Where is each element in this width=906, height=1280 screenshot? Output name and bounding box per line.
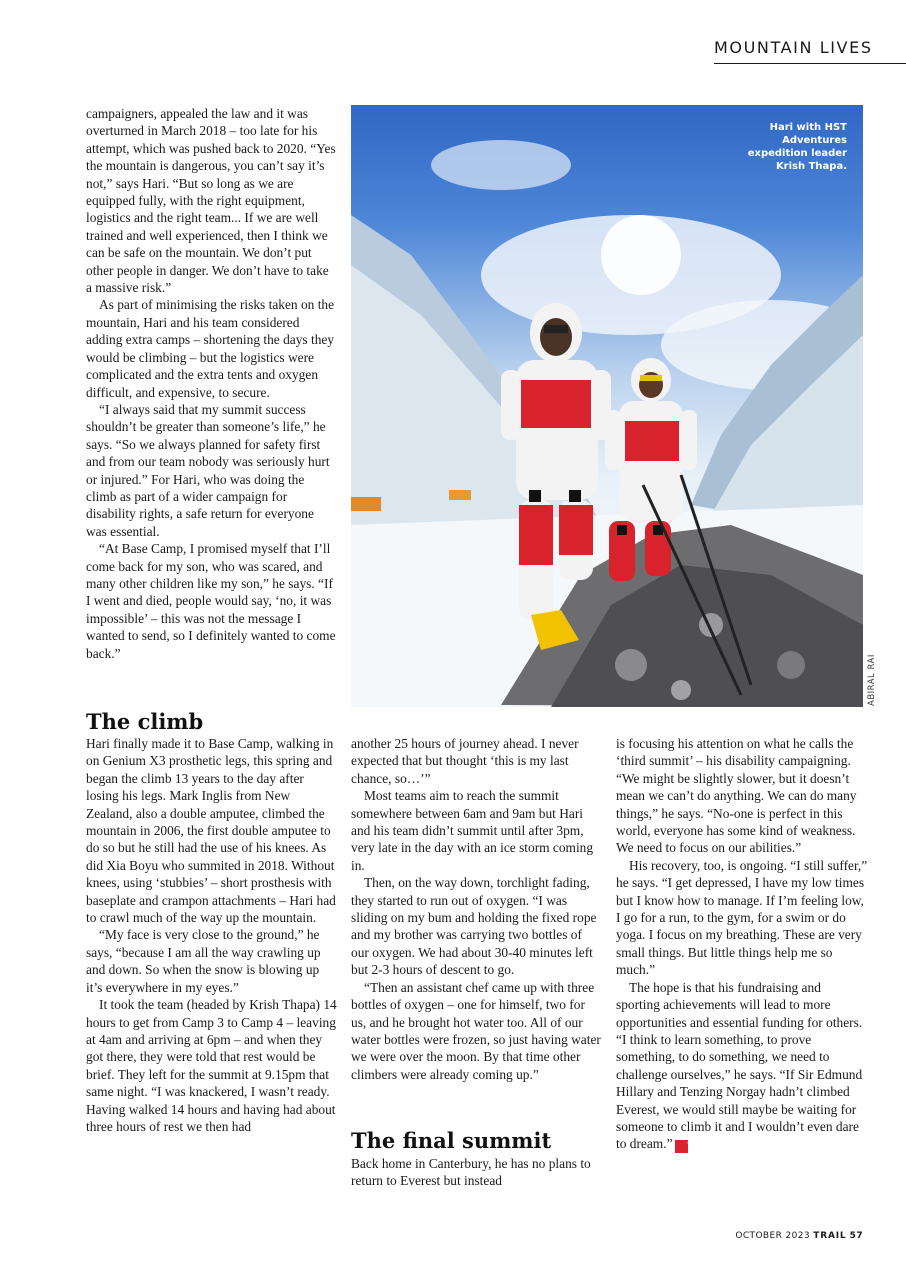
expedition-photo bbox=[351, 105, 863, 707]
column-2 bbox=[351, 735, 603, 1083]
photo-credit: ABIRAL RAI bbox=[867, 654, 877, 706]
paragraph: As part of minimising the risks taken on the mountain, Hari and his team considered adding extra camps – shortening the days they would be climbing – but the logistics were complicated and the extra tents and oxygen difficult, and expensive, to secure. bbox=[86, 297, 335, 400]
paragraph: “Then an assistant chef came up with three bottles of oxygen – one for himself, two for us, and he brought hot water too. All of our water bottles were frozen, so just having water we were over the moon. By that time other climbers were already coming up.” bbox=[351, 979, 601, 1082]
magazine-name: TRAIL bbox=[813, 1231, 847, 1241]
subheading-the-climb: The climb bbox=[86, 709, 204, 734]
paragraph: Back home in Canterbury, he has no plans to return to Everest but instead bbox=[351, 1156, 591, 1189]
column-1-bottom bbox=[86, 735, 338, 1135]
paragraph bbox=[616, 979, 868, 1154]
column-3 bbox=[616, 735, 868, 1153]
section-tag bbox=[714, 38, 906, 64]
paragraph: It took the team (headed by Krish Thapa) 14 hours to get from Camp 3 to Camp 4 – leaving at 4am and arriving at 6pm – and when they got there, they were told that rest would be brief. They left for the summit at 9.15pm that same night. “I was knackered, I wasn’t ready. Having walked 14 hours and having had about three hours of rest we then had bbox=[86, 997, 337, 1134]
trail-end-mark-icon: T bbox=[675, 1140, 688, 1153]
photo-illustration bbox=[351, 105, 863, 707]
photo-caption: Hari with HST Adventures expedition leader Krish Thapa. bbox=[747, 122, 847, 172]
paragraph: “At Base Camp, I promised myself that I’ll come back for my son, who was scared, and many other children like my son,” he says. “If I went and died, people would say, ‘no, it was impossible’ – this was not the message I wanted to send, so I definitely wanted to come back.” bbox=[86, 541, 336, 661]
paragraph: Most teams aim to reach the summit somewhere between 6am and 9am but Hari and his team didn’t summit until after 3pm, very late in the day with an ice storm coming in. bbox=[351, 788, 594, 873]
paragraph: campaigners, appealed the law and it was overturned in March 2018 – too late for his attempt, which was pushed back to 2020. “Yes the mountain is dangerous, you can’t say it’s not,” says Hari. “But so long as we are equipped fully, with the right equipment, logistics and the right team... If we are well trained and well experienced, then I think we can be safe on the mountain. We don’t put other people in danger. We don’t have to take a massive risk.” bbox=[86, 106, 336, 296]
paragraph: Then, on the way down, torchlight fading, they started to run out of oxygen. “I was sliding on my bum and holding the fixed rope and my brother was carrying two bottles of our oxygen. We had about 30-40 minutes left but 2-3 hours of descent to go. bbox=[351, 875, 597, 978]
subheading-the-final-summit: The final summit bbox=[351, 1128, 552, 1153]
column-1-top bbox=[86, 105, 336, 662]
column-2-summit bbox=[351, 1155, 603, 1190]
paragraph: “I always said that my summit success shouldn’t be greater than someone’s life,” he says. “So we always planned for safety first and from our team nobody was seriously hurt or injured.” For Hari, who was doing the climb as part of a wider campaign for disability rights, a safe return for everyone was essential. bbox=[86, 401, 330, 539]
paragraph: another 25 hours of journey ahead. I never expected that but thought ‘this is my last chance, so…’” bbox=[351, 736, 579, 786]
paragraph: “My face is very close to the ground,” he says, “because I am all the way crawling up and down. So when the snow is blowing up it’s everywhere in my eyes.” bbox=[86, 927, 321, 995]
section-title: MOUNTAIN LIVES bbox=[714, 38, 873, 57]
paragraph: is focusing his attention on what he calls the ‘third summit’ – his disability campaigning. “We might be slightly slower, but it doesn’t mean we can’t do anything. We can do many things,” he says. “No-one is perfect in this world, everyone has some kind of weakness. We need to focus on our abilities.” bbox=[616, 736, 857, 856]
paragraph: Hari finally made it to Base Camp, walking in on Genium X3 prosthetic legs, this spring and began the climb 13 years to the day after losing his legs. Mark Inglis from New Zealand, also a double amputee, climbed the mountain in 2006, the first double amputee to do so but he still had the use of his knees. As did Xia Boyu who summited in 2018. Without knees, using ‘stubbies’ – short prosthesis with baseplate and crampon attachments – Hari had to crawl much of the way up the mountain. bbox=[86, 736, 336, 926]
issue-date: OCTOBER 2023 bbox=[735, 1231, 811, 1241]
page-footer bbox=[735, 1231, 863, 1241]
page-number: 57 bbox=[849, 1231, 863, 1241]
paragraph: His recovery, too, is ongoing. “I still suffer,” he says. “I get depressed, I have my low times but I know how to manage. If I’m feeling low, I go for a run, to the gym, for a swim or do yoga. I focus on my breathing. These are very small things. But little things help me so much.” bbox=[616, 857, 868, 978]
paragraph-text: The hope is that his fundraising and sporting achievements will lead to more opportunities and essential funding for others. “I think to learn something, to prove something, to do something, we need to challenge ourselves,” he says. “If Sir Edmund Hillary and Tenzing Norgay hadn’t climbed Everest, we would still maybe be waiting for someone to climb it and I wouldn’t even dare to dream.” bbox=[616, 979, 863, 1152]
